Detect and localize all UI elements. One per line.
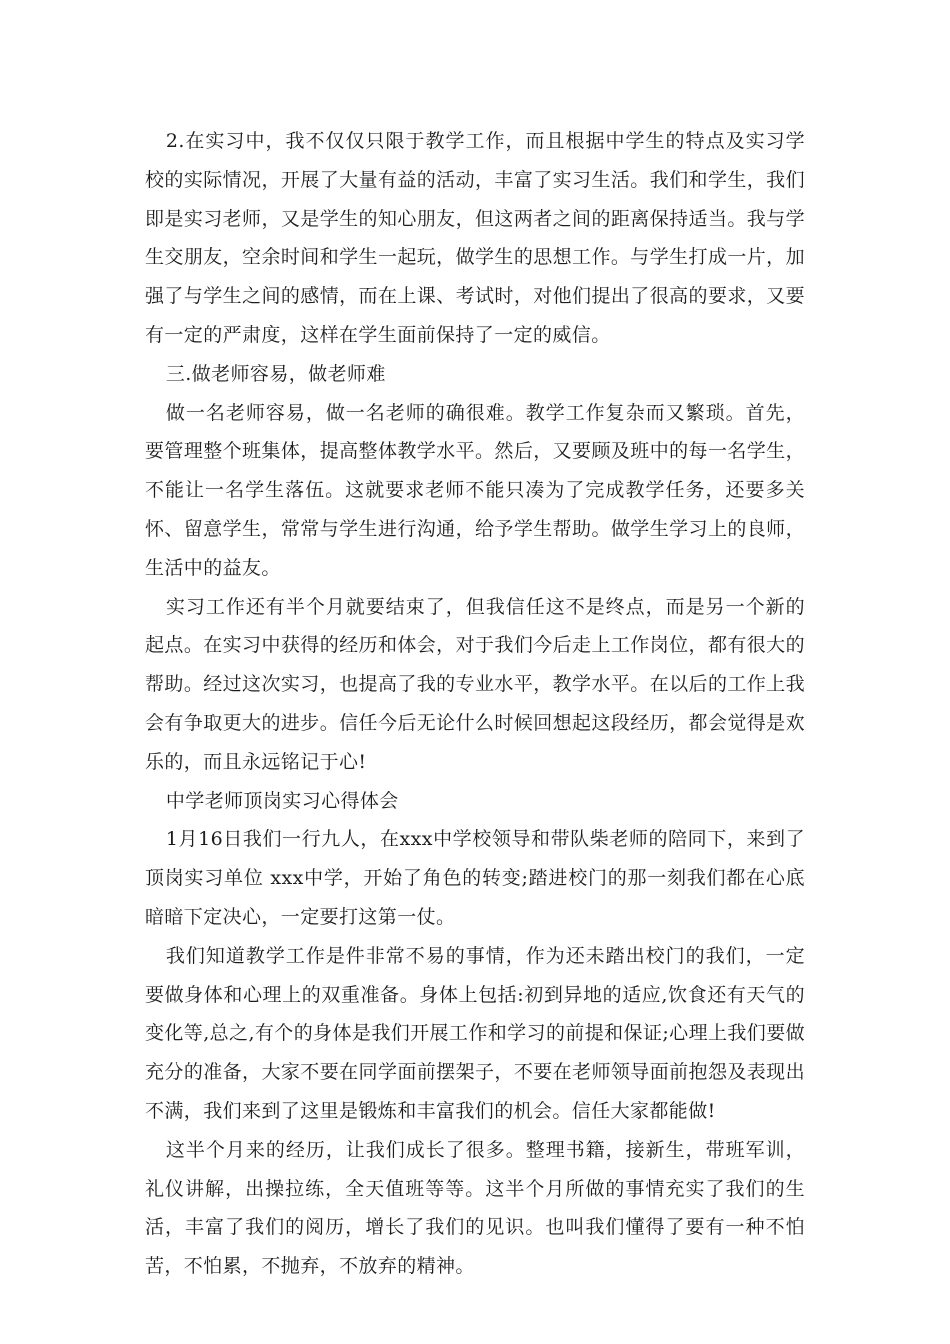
paragraph-internship-ending: 实习工作还有半个月就要结束了，但我信任这不是终点，而是另一个新的起点。在实习中获得的经历和体会，对于我们今后走上工作岗位，都有很大的帮助。经过这次实习，也提高了我的专业水平，教学水平。在以后的工作上我会有争取更大的进步。信任今后无论什么时候回想起这段经历，都会觉得是欢乐的，而且永远铭记于心! <box>145 595 805 773</box>
section-heading-teacher: 三.做老师容易，做老师难 <box>165 362 386 385</box>
paragraph-activities: 2.在实习中，我不仅仅只限于教学工作，而且根据中学生的特点及实习学校的实际情况，开展了大量有益的活动，丰富了实习生活。我们和学生，我们即是实习老师，又是学生的知心朋友，但这两者之间的距离保持适当。我与学生交朋友，空余时间和学生一起玩，做学生的思想工作。与学生打成一片，加强了与学生之间的感情，而在上课、考试时，对他们提出了很高的要求，又要有一定的严肃度，这样在学生面前保持了一定的威信。 <box>145 130 805 346</box>
paragraph-preparation: 我们知道教学工作是件非常不易的事情，作为还未踏出校门的我们，一定要做身体和心理上的双重准备。身体上包括:初到异地的适应,饮食还有天气的变化等,总之,有个的身体是我们开展工作和学习的前提和保证;心理上我们要做充分的准备，大家不要在同学面前摆架子，不要在老师领导面前抱怨及表现出不满，我们来到了这里是锻炼和丰富我们的机会。信任大家都能做! <box>145 944 805 1122</box>
paragraph-arrival: 1月16日我们一行九人，在xxx中学校领导和带队柴老师的陪同下，来到了顶岗实习单位 xxx中学，开始了角色的转变;踏进校门的那一刻我们都在心底暗暗下定决心，一定要打这第一仗。 <box>145 828 805 928</box>
document-body <box>145 122 805 1286</box>
paragraph-teacher-difficulty: 做一名老师容易，做一名老师的确很难。教学工作复杂而又繁琐。首先，要管理整个班集体，提高整体教学水平。然后，又要顾及班中的每一名学生，不能让一名学生落伍。这就要求老师不能只凑为了完成教学任务，还要多关怀、留意学生，常常与学生进行沟通，给予学生帮助。做学生学习上的良师，生活中的益友。 <box>145 401 805 579</box>
paragraph-half-month: 这半个月来的经历，让我们成长了很多。整理书籍，接新生，带班军训，礼仪讲解，出操拉练，全天值班等等。这半个月所做的事情充实了我们的生活，丰富了我们的阅历，增长了我们的见识。也叫我们懂得了要有一种不怕苦，不怕累，不抛弃，不放弃的精神。 <box>145 1138 805 1278</box>
article-title: 中学老师顶岗实习心得体会 <box>165 789 399 812</box>
